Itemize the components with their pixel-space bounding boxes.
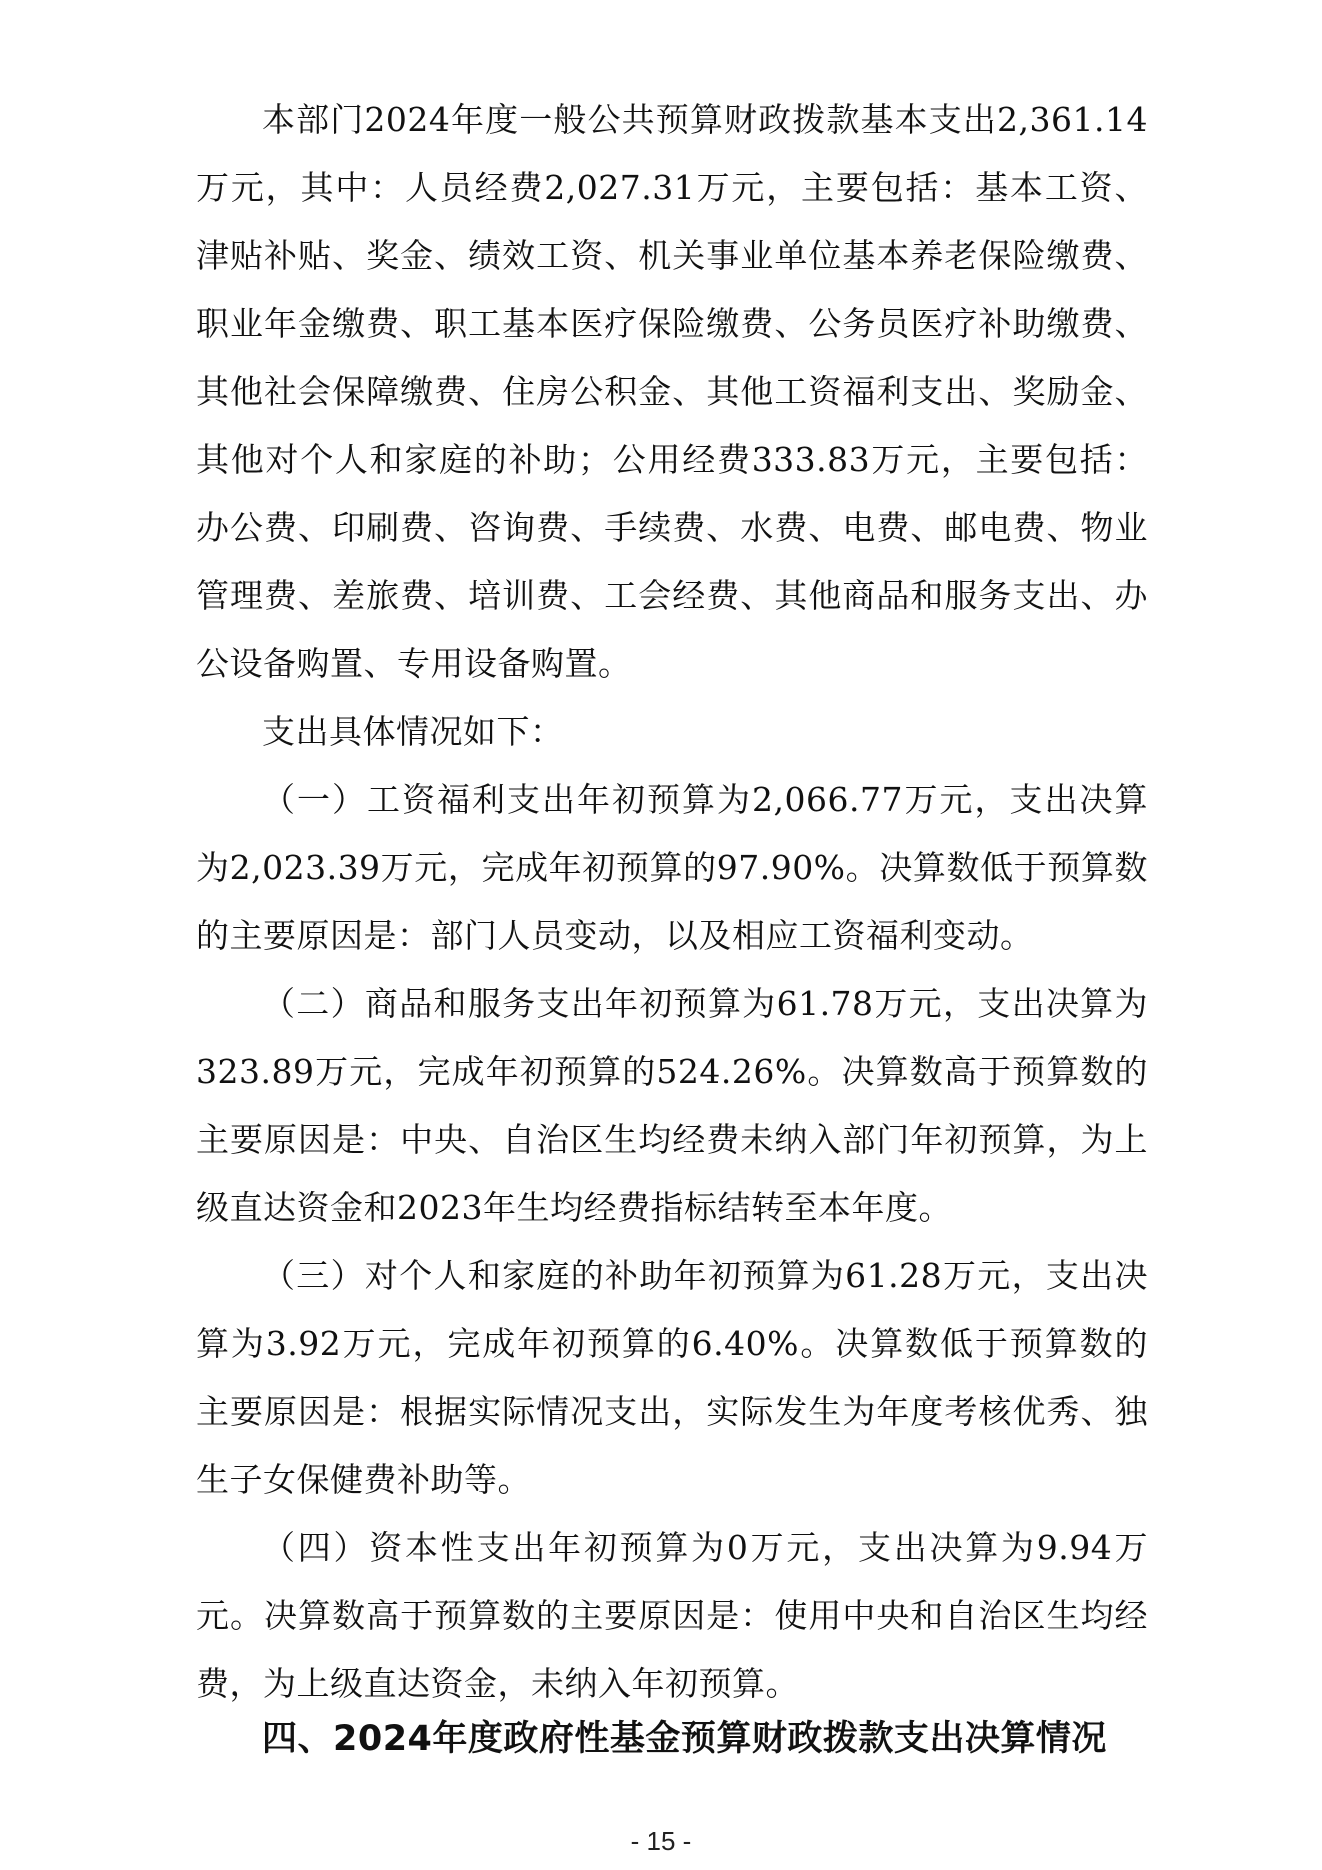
paragraph-household-subsidy: （三）对个人和家庭的补助年初预算为61.28万元，支出决算为3.92万元，完成年初预算的6.40%。决算数低于预算数的主要原因是：根据实际情况支出，实际发生为年度考核优秀、独生子女保健费补助等。 <box>196 1256 1148 1499</box>
section-heading: 四、2024年度政府性基金预算财政拨款支出决算情况 <box>262 1719 1107 1759</box>
paragraph-goods-services: （二）商品和服务支出年初预算为61.78万元，支出决算为323.89万元，完成年初预算的524.26%。决算数高于预算数的主要原因是：中央、自治区生均经费未纳入部门年初预算，为上级直达资金和2023年生均经费指标结转至本年度。 <box>196 984 1148 1227</box>
page-number: - 15 - <box>630 1826 692 1856</box>
paragraph-salary-welfare: （一）工资福利支出年初预算为2,066.77万元，支出决算为2,023.39万元，完成年初预算的97.90%。决算数低于预算数的主要原因是：部门人员变动，以及相应工资福利变动。 <box>196 780 1148 955</box>
paragraph-basic-expenditure: 本部门2024年度一般公共预算财政拨款基本支出2,361.14万元，其中：人员经费2,027.31万元，主要包括：基本工资、津贴补贴、奖金、绩效工资、机关事业单位基本养老保险缴费、职业年金缴费、职工基本医疗保险缴费、公务员医疗补助缴费、其他社会保障缴费、住房公积金、其他工资福利支出、奖励金、其他对个人和家庭的补助；公用经费333.83万元，主要包括：办公费、印刷费、咨询费、手续费、水费、电费、邮电费、物业管理费、差旅费、培训费、工会经费、其他商品和服务支出、办公设备购置、专用设备购置。 <box>196 100 1148 683</box>
paragraph-capital-expenditure: （四）资本性支出年初预算为0万元，支出决算为9.94万元。决算数高于预算数的主要原因是：使用中央和自治区生均经费，为上级直达资金，未纳入年初预算。 <box>196 1528 1148 1703</box>
paragraph-expenditure-intro: 支出具体情况如下： <box>262 712 564 751</box>
body-text <box>196 86 1148 1718</box>
